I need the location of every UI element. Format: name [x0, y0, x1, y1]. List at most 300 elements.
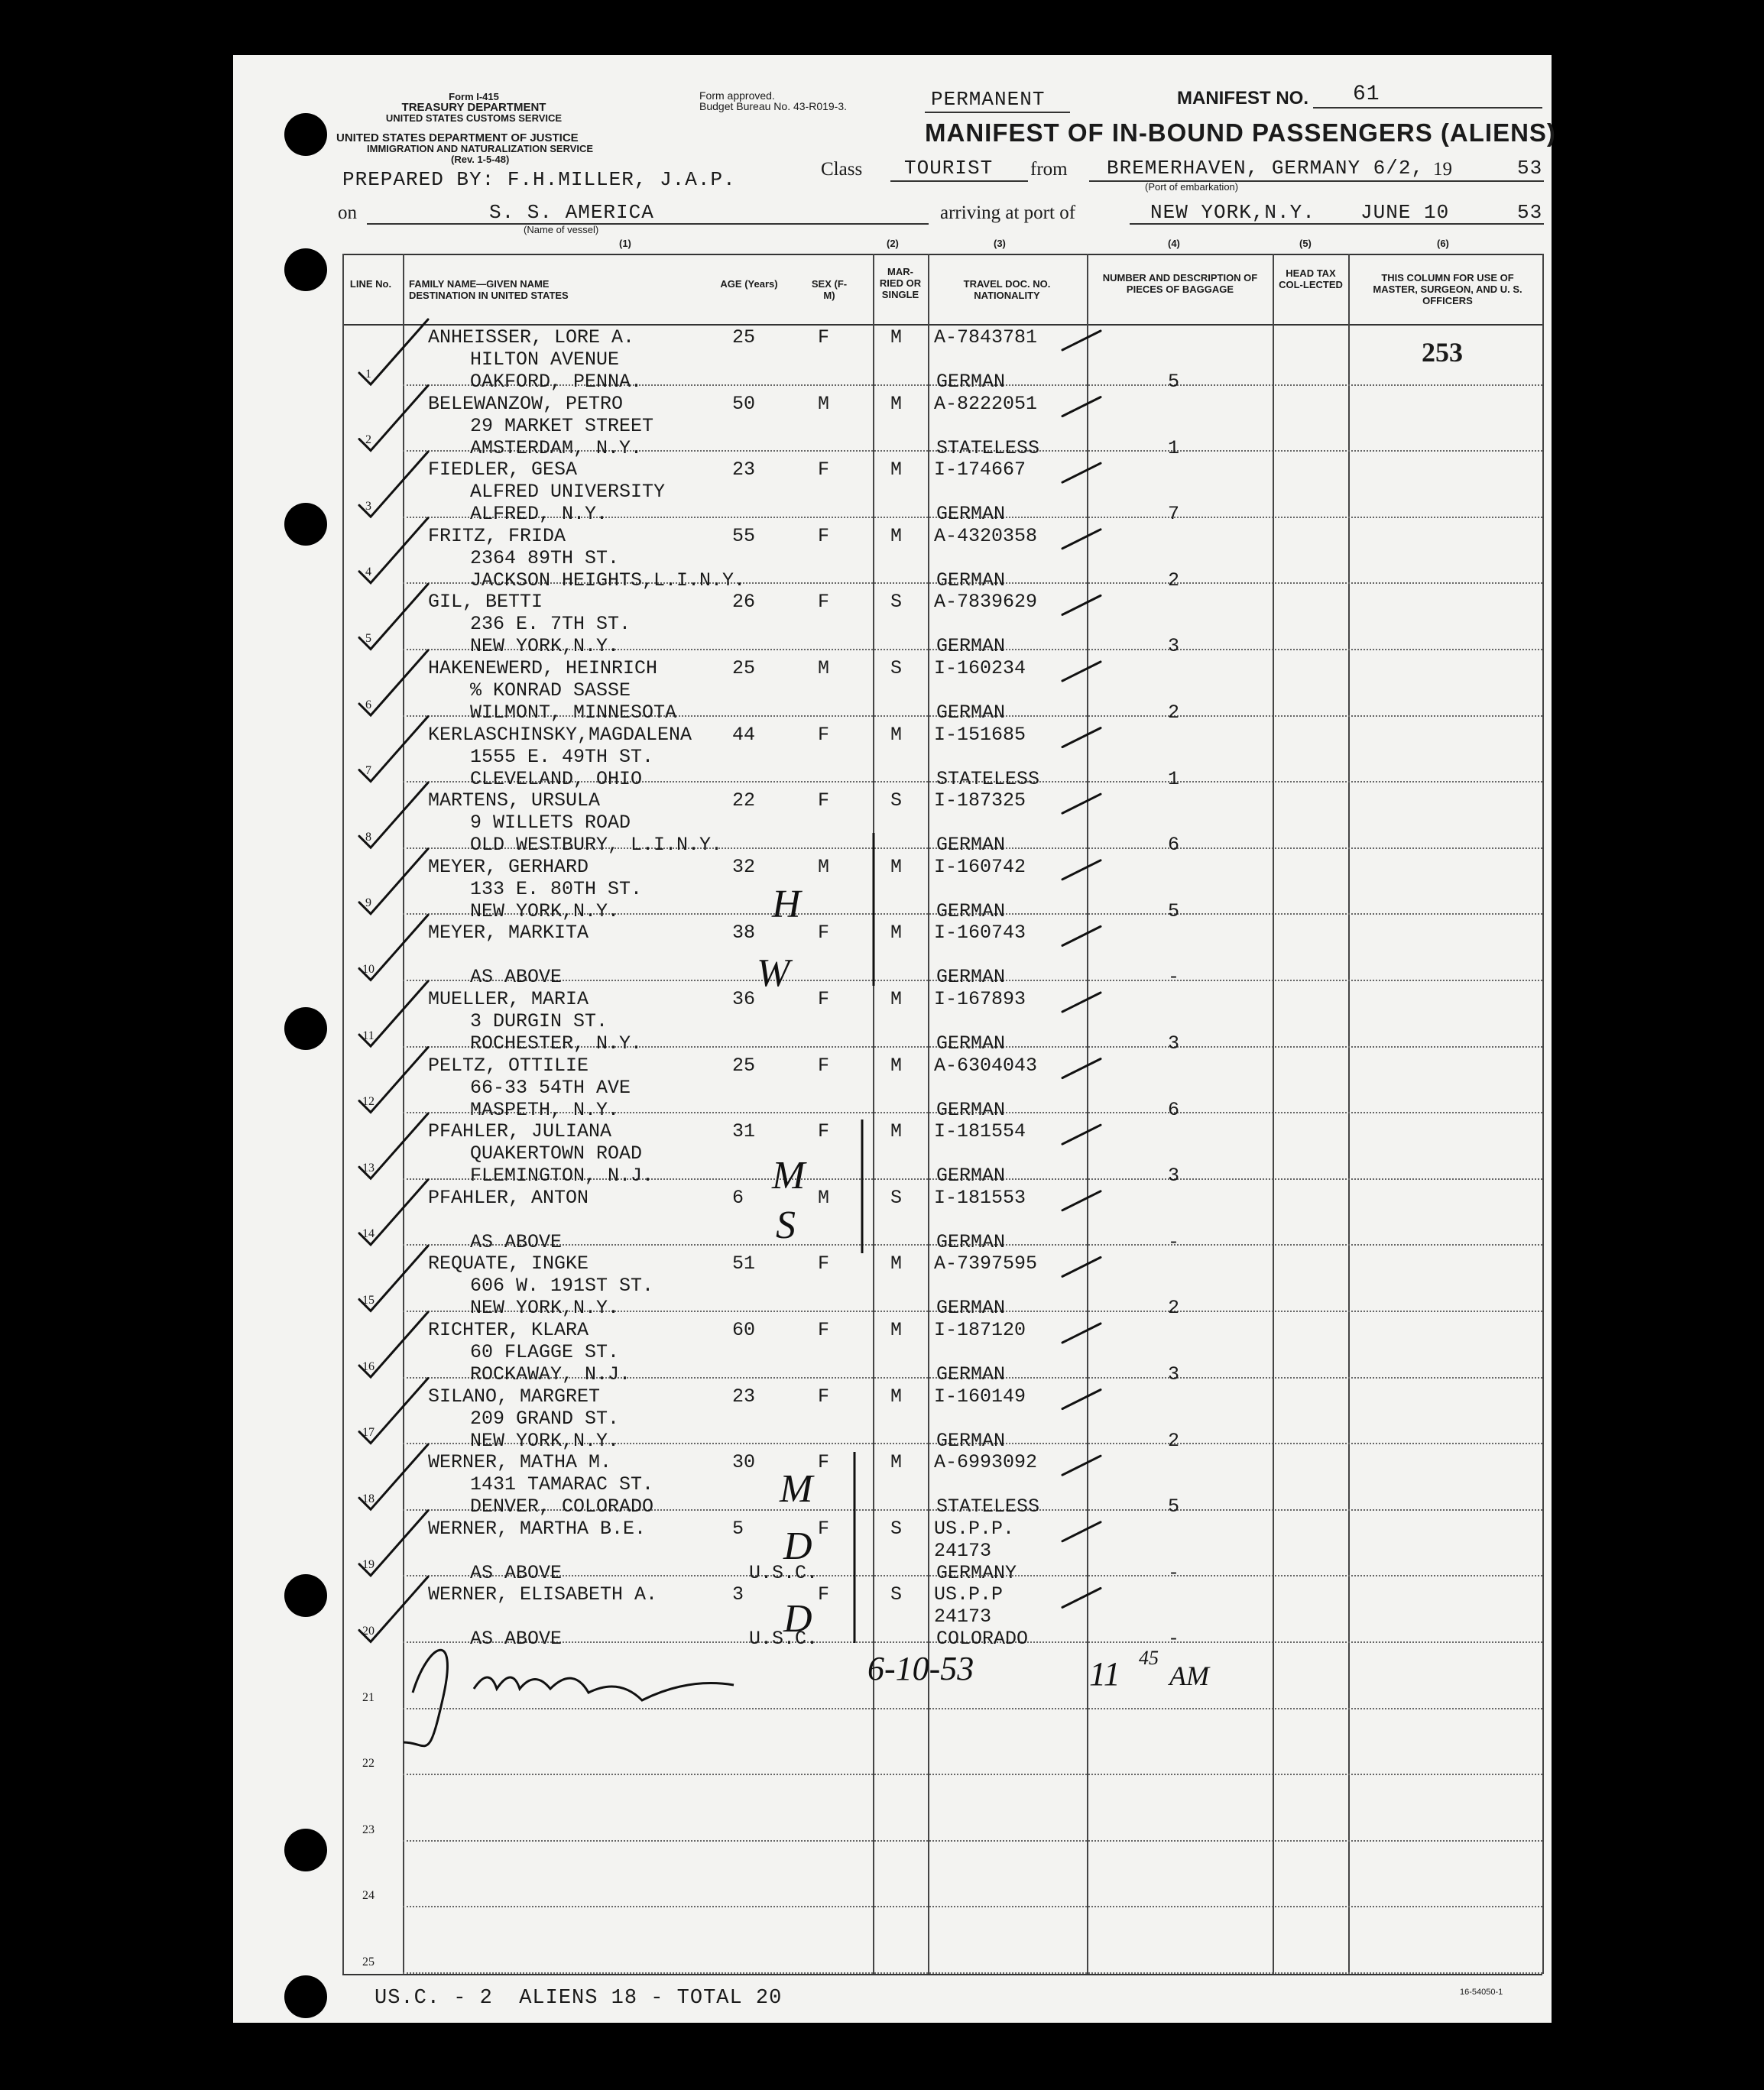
check-mark — [1062, 1522, 1101, 1541]
nationality: GERMAN — [936, 371, 1006, 393]
destination-city: AS ABOVE — [470, 1230, 563, 1253]
travel-doc-number: A-7839629 — [934, 591, 1038, 614]
age: 22 — [732, 789, 756, 812]
baggage-count: 3 — [1168, 1363, 1180, 1385]
destination-street: 1555 E. 49TH ST. — [470, 745, 654, 768]
check-mark — [1062, 926, 1101, 945]
baggage-count: 5 — [1168, 899, 1180, 922]
destination-street: HILTON AVENUE — [470, 348, 620, 371]
handwritten-s: S — [776, 1204, 796, 1247]
check-mark — [359, 1048, 428, 1113]
check-mark — [1062, 993, 1101, 1012]
passenger-name: MEYER, GERHARD — [428, 855, 589, 878]
age: 23 — [732, 1385, 756, 1408]
port-of-embarkation: BREMERHAVEN, GERMANY 6/2, — [1107, 157, 1425, 180]
line-number: 19 — [362, 1558, 375, 1572]
column-number: (1) — [619, 238, 631, 249]
travel-doc-number: A-7843781 — [934, 326, 1038, 348]
destination-street: 60 FLAGGE ST. — [470, 1341, 620, 1363]
handwritten-time: 11 — [1089, 1655, 1120, 1693]
arrival-port: NEW YORK,N.Y. — [1150, 201, 1315, 224]
destination-city: JACKSON HEIGHTS,L.I.N.Y. — [470, 569, 746, 591]
check-mark — [359, 518, 428, 583]
age: 51 — [732, 1252, 756, 1275]
vessel-caption: (Name of vessel) — [524, 224, 599, 235]
age: 60 — [732, 1319, 756, 1341]
nationality: GERMAN — [936, 1297, 1006, 1320]
age: 30 — [732, 1451, 756, 1474]
check-mark — [359, 1312, 428, 1377]
baggage-count: - — [1168, 1561, 1180, 1584]
budget-bureau: Budget Bureau No. 43-R019-3. — [699, 100, 848, 112]
check-mark — [1062, 397, 1101, 416]
nationality: GERMAN — [936, 834, 1006, 857]
customs-service: UNITED STATES CUSTOMS SERVICE — [385, 112, 563, 124]
passenger-name: SILANO, MARGRET — [428, 1385, 601, 1408]
marital-status: S — [890, 657, 903, 679]
column-number: (5) — [1299, 238, 1312, 249]
us-citizen-mark: U.S.C. — [749, 1628, 819, 1651]
nationality: STATELESS — [936, 767, 1040, 790]
nationality: GERMAN — [936, 1363, 1006, 1385]
marital-status: M — [890, 392, 903, 415]
marital-status: M — [890, 1054, 903, 1077]
marital-status: M — [890, 1319, 903, 1341]
header-sex: SEX (F-M) — [811, 278, 848, 301]
travel-doc-number: A-6993092 — [934, 1451, 1038, 1474]
baggage-count: 1 — [1168, 767, 1180, 790]
destination-street: 133 E. 80TH ST. — [470, 877, 643, 900]
nationality: GERMAN — [936, 966, 1006, 989]
marital-status: S — [890, 1186, 903, 1209]
handwritten-w: W — [757, 951, 790, 995]
sex: F — [818, 723, 830, 746]
travel-doc-number: I-181554 — [934, 1120, 1026, 1143]
sex: F — [818, 1319, 830, 1341]
travel-doc-number-2: 24173 — [934, 1606, 992, 1628]
check-mark — [359, 319, 428, 384]
passenger-name: GIL, BETTI — [428, 591, 543, 614]
column-number: (4) — [1168, 238, 1180, 249]
line-number: 6 — [365, 698, 371, 711]
baggage-count: - — [1168, 966, 1180, 989]
destination-street: 29 MARKET STREET — [470, 414, 654, 437]
check-mark — [1062, 530, 1101, 549]
year-prefix-1: 19 — [1433, 159, 1452, 180]
passenger-name: MUELLER, MARIA — [428, 988, 589, 1010]
line-number: 24 — [362, 1889, 375, 1903]
port-embark-caption: (Port of embarkation) — [1145, 181, 1239, 193]
line-number: 23 — [362, 1823, 375, 1836]
line-number: 10 — [362, 963, 375, 976]
destination-city: MASPETH, N.Y. — [470, 1098, 620, 1121]
travel-doc-number: I-167893 — [934, 988, 1026, 1010]
passenger-name: PELTZ, OTTILIE — [428, 1054, 589, 1077]
check-mark — [1062, 1191, 1101, 1210]
travel-doc-number: A-8222051 — [934, 392, 1038, 415]
check-mark — [359, 1113, 428, 1178]
destination-city: AS ABOVE — [470, 966, 563, 989]
us-citizen-mark: U.S.C. — [749, 1561, 819, 1584]
immigration-service: IMMIGRATION AND NATURALIZATION SERVICE — [367, 143, 594, 154]
marital-status: S — [890, 1517, 903, 1540]
travel-doc-number: A-6304043 — [934, 1054, 1038, 1077]
age: 50 — [732, 392, 756, 415]
line-number: 11 — [362, 1029, 375, 1042]
age: 44 — [732, 723, 756, 746]
arrival-date: JUNE 10 — [1360, 201, 1450, 224]
handwritten-m: M — [772, 1154, 806, 1197]
from-label: from — [1030, 159, 1068, 180]
check-mark — [1062, 1125, 1101, 1144]
line-number: 25 — [362, 1956, 375, 1968]
line-number: 16 — [362, 1359, 375, 1373]
sex: F — [818, 1054, 830, 1077]
manifest-title: MANIFEST OF IN-BOUND PASSENGERS (ALIENS) — [925, 118, 1556, 147]
check-mark — [359, 584, 428, 649]
travel-doc-number: A-4320358 — [934, 524, 1038, 547]
check-mark — [1062, 1257, 1101, 1276]
marital-status: M — [890, 1120, 903, 1143]
class-value: TOURIST — [904, 157, 994, 180]
destination-city: AMSTERDAM, N.Y. — [470, 436, 643, 459]
nationality: GERMANY — [936, 1561, 1017, 1584]
line-number: 8 — [365, 830, 371, 844]
destination-city: NEW YORK,N.Y. — [470, 1429, 620, 1452]
destination-city: AS ABOVE — [470, 1628, 563, 1651]
signature-stroke — [404, 1650, 447, 1746]
handwritten-date: 6-10-53 — [867, 1650, 974, 1687]
destination-city: OLD WESTBURY, L.I.N.Y. — [470, 834, 723, 857]
vessel-name: S. S. AMERICA — [489, 201, 654, 224]
baggage-count: - — [1168, 1628, 1180, 1651]
baggage-count: 3 — [1168, 1032, 1180, 1055]
passenger-name: BELEWANZOW, PETRO — [428, 392, 624, 415]
destination-city: FLEMINGTON, N.J. — [470, 1165, 654, 1188]
sex: M — [818, 855, 830, 878]
passenger-name: REQUATE, INGKE — [428, 1252, 589, 1275]
form-revision: (Rev. 1-5-48) — [451, 154, 510, 165]
year-2: 53 — [1517, 201, 1543, 224]
marital-status: S — [890, 1583, 903, 1606]
class-label: Class — [821, 159, 863, 180]
nationality: GERMAN — [936, 1165, 1006, 1188]
destination-city: ROCKAWAY, N.J. — [470, 1363, 631, 1385]
check-mark — [1062, 331, 1101, 350]
check-mark — [1062, 1390, 1101, 1409]
baggage-count: 6 — [1168, 834, 1180, 857]
check-mark — [359, 452, 428, 517]
travel-doc-number: US.P.P — [934, 1583, 1004, 1606]
line-number: 5 — [365, 632, 371, 645]
baggage-count: - — [1168, 1230, 1180, 1253]
check-mark — [359, 1576, 428, 1641]
sex: F — [818, 922, 830, 945]
justice-dept: UNITED STATES DEPARTMENT OF JUSTICE — [336, 131, 579, 144]
travel-doc-number: I-160234 — [934, 657, 1026, 679]
passenger-name: WERNER, MARTHA B.E. — [428, 1517, 647, 1540]
check-mark — [1062, 794, 1101, 813]
header-baggage: NUMBER AND DESCRIPTION OF PIECES OF BAGGAGE — [1102, 272, 1258, 295]
handwritten-d: D — [783, 1525, 812, 1568]
sex: F — [818, 591, 830, 614]
destination-street: 66-33 54TH AVE — [470, 1076, 631, 1099]
age: 32 — [732, 855, 756, 878]
on-label: on — [338, 203, 357, 223]
sex: F — [818, 326, 830, 348]
handwritten-minutes: 45 — [1139, 1647, 1159, 1669]
line-number: 21 — [362, 1690, 375, 1704]
age: 38 — [732, 922, 756, 945]
check-mark — [1062, 1324, 1101, 1343]
nationality: GERMAN — [936, 1098, 1006, 1121]
destination-street: 209 GRAND ST. — [470, 1407, 620, 1430]
nationality: STATELESS — [936, 1495, 1040, 1518]
signature-stroke — [474, 1677, 734, 1700]
form-number: Form I-415 — [449, 91, 499, 102]
travel-doc-number: A-7397595 — [934, 1252, 1038, 1275]
line-number: 20 — [362, 1625, 375, 1638]
destination-street: 3 DURGIN ST. — [470, 1010, 608, 1032]
destination-city: ROCHESTER, N.Y. — [470, 1032, 643, 1055]
travel-doc-number: US.P.P. — [934, 1517, 1015, 1540]
age: 25 — [732, 326, 756, 348]
sex: F — [818, 789, 830, 812]
check-mark — [359, 1246, 428, 1311]
column-number: (3) — [994, 238, 1006, 249]
line-number: 22 — [362, 1757, 375, 1771]
check-mark — [359, 1180, 428, 1245]
handwritten-m: M — [780, 1467, 813, 1511]
sex: F — [818, 524, 830, 547]
year-1: 53 — [1517, 157, 1543, 180]
check-mark — [359, 783, 428, 847]
check-mark — [359, 717, 428, 782]
check-mark — [359, 849, 428, 914]
destination-street: QUAKERTOWN ROAD — [470, 1142, 643, 1165]
nationality: GERMAN — [936, 1429, 1006, 1452]
baggage-count: 2 — [1168, 1429, 1180, 1452]
arriving-label: arriving at port of — [940, 203, 1076, 223]
nationality: GERMAN — [936, 569, 1006, 591]
marital-status: S — [890, 789, 903, 812]
destination-city: NEW YORK,N.Y. — [470, 1297, 620, 1320]
baggage-count: 3 — [1168, 1165, 1180, 1188]
baggage-count: 6 — [1168, 1098, 1180, 1121]
line-number: 14 — [362, 1227, 375, 1241]
destination-city: OAKFORD, PENNA. — [470, 371, 643, 393]
check-mark — [359, 650, 428, 715]
nationality: GERMAN — [936, 503, 1006, 526]
sex: F — [818, 1252, 830, 1275]
passenger-name: MARTENS, URSULA — [428, 789, 601, 812]
manifest-number: 61 — [1353, 83, 1380, 106]
check-mark — [359, 386, 428, 451]
sex: M — [818, 1186, 830, 1209]
header-officers: THIS COLUMN FOR USE OF MASTER, SURGEON, AND U. S. OFFICERS — [1373, 272, 1522, 306]
travel-doc-number: I-151685 — [934, 723, 1026, 746]
header-name: FAMILY NAME—GIVEN NAME DESTINATION IN UNITED STATES — [409, 278, 569, 301]
footer-totals: US.C. - 2 ALIENS 18 - TOTAL 20 — [375, 1987, 783, 2010]
column-number: (6) — [1437, 238, 1449, 249]
sex: F — [818, 988, 830, 1010]
baggage-count: 5 — [1168, 1495, 1180, 1518]
line-number: 18 — [362, 1492, 375, 1505]
nationality: GERMAN — [936, 1230, 1006, 1253]
baggage-count: 3 — [1168, 635, 1180, 658]
destination-city: DENVER, COLORADO — [470, 1495, 654, 1518]
marital-status: M — [890, 459, 903, 481]
line-number: 9 — [365, 896, 371, 910]
passenger-name: PFAHLER, ANTON — [428, 1186, 589, 1209]
sex: F — [818, 459, 830, 481]
passenger-name: HAKENEWERD, HEINRICH — [428, 657, 658, 679]
passenger-name: WERNER, ELISABETH A. — [428, 1583, 658, 1606]
age: 31 — [732, 1120, 756, 1143]
line-number: 12 — [362, 1095, 375, 1109]
check-mark — [1062, 1456, 1101, 1475]
check-mark — [1062, 662, 1101, 681]
marital-status: M — [890, 1451, 903, 1474]
baggage-count: 2 — [1168, 1297, 1180, 1320]
passenger-name: MEYER, MARKITA — [428, 922, 589, 945]
destination-street: 2364 89TH ST. — [470, 546, 620, 569]
age: 55 — [732, 524, 756, 547]
check-mark — [359, 1511, 428, 1576]
age: 36 — [732, 988, 756, 1010]
check-mark — [1062, 463, 1101, 482]
nationality: GERMAN — [936, 635, 1006, 658]
age: 25 — [732, 657, 756, 679]
manifest-status: PERMANENT — [931, 88, 1046, 111]
travel-doc-number: I-187120 — [934, 1319, 1026, 1341]
sex: F — [818, 1120, 830, 1143]
marital-status: M — [890, 723, 903, 746]
header-travel-doc: TRAVEL DOC. NO. NATIONALITY — [963, 278, 1051, 301]
age: 25 — [732, 1054, 756, 1077]
destination-street: % KONRAD SASSE — [470, 679, 631, 702]
destination-city: ALFRED, N.Y. — [470, 503, 608, 526]
travel-doc-number: I-174667 — [934, 459, 1026, 481]
travel-doc-number: I-187325 — [934, 789, 1026, 812]
sex: F — [818, 1451, 830, 1474]
travel-doc-number: I-160742 — [934, 855, 1026, 878]
check-mark — [359, 1379, 428, 1444]
manifest-no-label: MANIFEST NO. — [1177, 88, 1308, 109]
header-age: AGE (Years) — [720, 278, 778, 290]
sex: F — [818, 1517, 830, 1540]
prepared-by: PREPARED BY: F.H.MILLER, J.A.P. — [342, 168, 736, 191]
print-code: 16-54050-1 — [1460, 1988, 1503, 1997]
travel-doc-number: I-160149 — [934, 1385, 1026, 1408]
marital-status: M — [890, 1385, 903, 1408]
check-mark — [359, 981, 428, 1046]
destination-street: 9 WILLETS ROAD — [470, 812, 631, 834]
line-number: 15 — [362, 1294, 375, 1307]
handwritten-d: D — [783, 1597, 812, 1641]
column-number: (2) — [887, 238, 899, 249]
check-mark — [1062, 860, 1101, 880]
age: 6 — [732, 1186, 744, 1209]
baggage-count: 5 — [1168, 371, 1180, 393]
check-mark — [1062, 595, 1101, 614]
destination-city: CLEVELAND, OHIO — [470, 767, 643, 790]
travel-doc-number: I-160743 — [934, 922, 1026, 945]
treasury-dept: TREASURY DEPARTMENT — [401, 101, 546, 114]
passenger-name: WERNER, MATHA M. — [428, 1451, 612, 1474]
destination-city: WILMONT, MINNESOTA — [470, 702, 677, 724]
check-mark — [1062, 728, 1101, 747]
destination-street: 606 W. 191ST ST. — [470, 1275, 654, 1298]
marital-status: M — [890, 524, 903, 547]
passenger-name: FIEDLER, GESA — [428, 459, 578, 481]
destination-street: 1431 TAMARAC ST. — [470, 1473, 654, 1496]
passenger-name: PFAHLER, JULIANA — [428, 1120, 612, 1143]
baggage-count: 2 — [1168, 702, 1180, 724]
passenger-name: FRITZ, FRIDA — [428, 524, 566, 547]
line-number: 13 — [362, 1161, 375, 1175]
baggage-count: 2 — [1168, 569, 1180, 591]
line-number: 4 — [365, 565, 371, 579]
line-number: 1 — [365, 367, 371, 381]
form-approved: Form approved. — [699, 89, 775, 102]
nationality: COLORADO — [936, 1628, 1029, 1651]
age: 3 — [732, 1583, 744, 1606]
handwritten-h: H — [772, 883, 801, 926]
destination-city: NEW YORK,N.Y. — [470, 635, 620, 658]
marital-status: M — [890, 855, 903, 878]
handwritten-am: AM — [1169, 1661, 1209, 1691]
header-head-tax: HEAD TAX COL-LECTED — [1279, 267, 1343, 290]
nationality: STATELESS — [936, 436, 1040, 459]
passenger-name: RICHTER, KLARA — [428, 1319, 589, 1341]
baggage-count: 7 — [1168, 503, 1180, 526]
age: 23 — [732, 459, 756, 481]
marital-status: S — [890, 591, 903, 614]
nationality: GERMAN — [936, 899, 1006, 922]
check-mark — [1062, 1059, 1101, 1078]
officer-stamp-number: 253 — [1422, 337, 1463, 368]
destination-street: ALFRED UNIVERSITY — [470, 481, 666, 504]
sex: M — [818, 657, 830, 679]
passenger-name: ANHEISSER, LORE A. — [428, 326, 635, 348]
age: 26 — [732, 591, 756, 614]
destination-city: AS ABOVE — [470, 1561, 563, 1584]
check-mark — [1062, 1588, 1101, 1607]
sex: F — [818, 1385, 830, 1408]
destination-city: NEW YORK,N.Y. — [470, 899, 620, 922]
passenger-name: KERLASCHINSKY,MAGDALENA — [428, 723, 692, 746]
travel-doc-number-2: 24173 — [934, 1539, 992, 1562]
line-number: 17 — [362, 1426, 375, 1440]
marital-status: M — [890, 922, 903, 945]
check-mark — [359, 1444, 428, 1509]
line-number: 2 — [365, 433, 371, 447]
age: 5 — [732, 1517, 744, 1540]
check-mark — [359, 915, 428, 980]
header-line-no: LINE No. — [349, 278, 392, 290]
nationality: GERMAN — [936, 702, 1006, 724]
destination-street: 236 E. 7TH ST. — [470, 613, 631, 636]
travel-doc-number: I-181553 — [934, 1186, 1026, 1209]
marital-status: M — [890, 326, 903, 348]
nationality: GERMAN — [936, 1032, 1006, 1055]
marital-status: M — [890, 988, 903, 1010]
line-number: 3 — [365, 499, 371, 513]
baggage-count: 1 — [1168, 436, 1180, 459]
marital-status: M — [890, 1252, 903, 1275]
header-married: MAR-RIED OR SINGLE — [879, 266, 922, 300]
